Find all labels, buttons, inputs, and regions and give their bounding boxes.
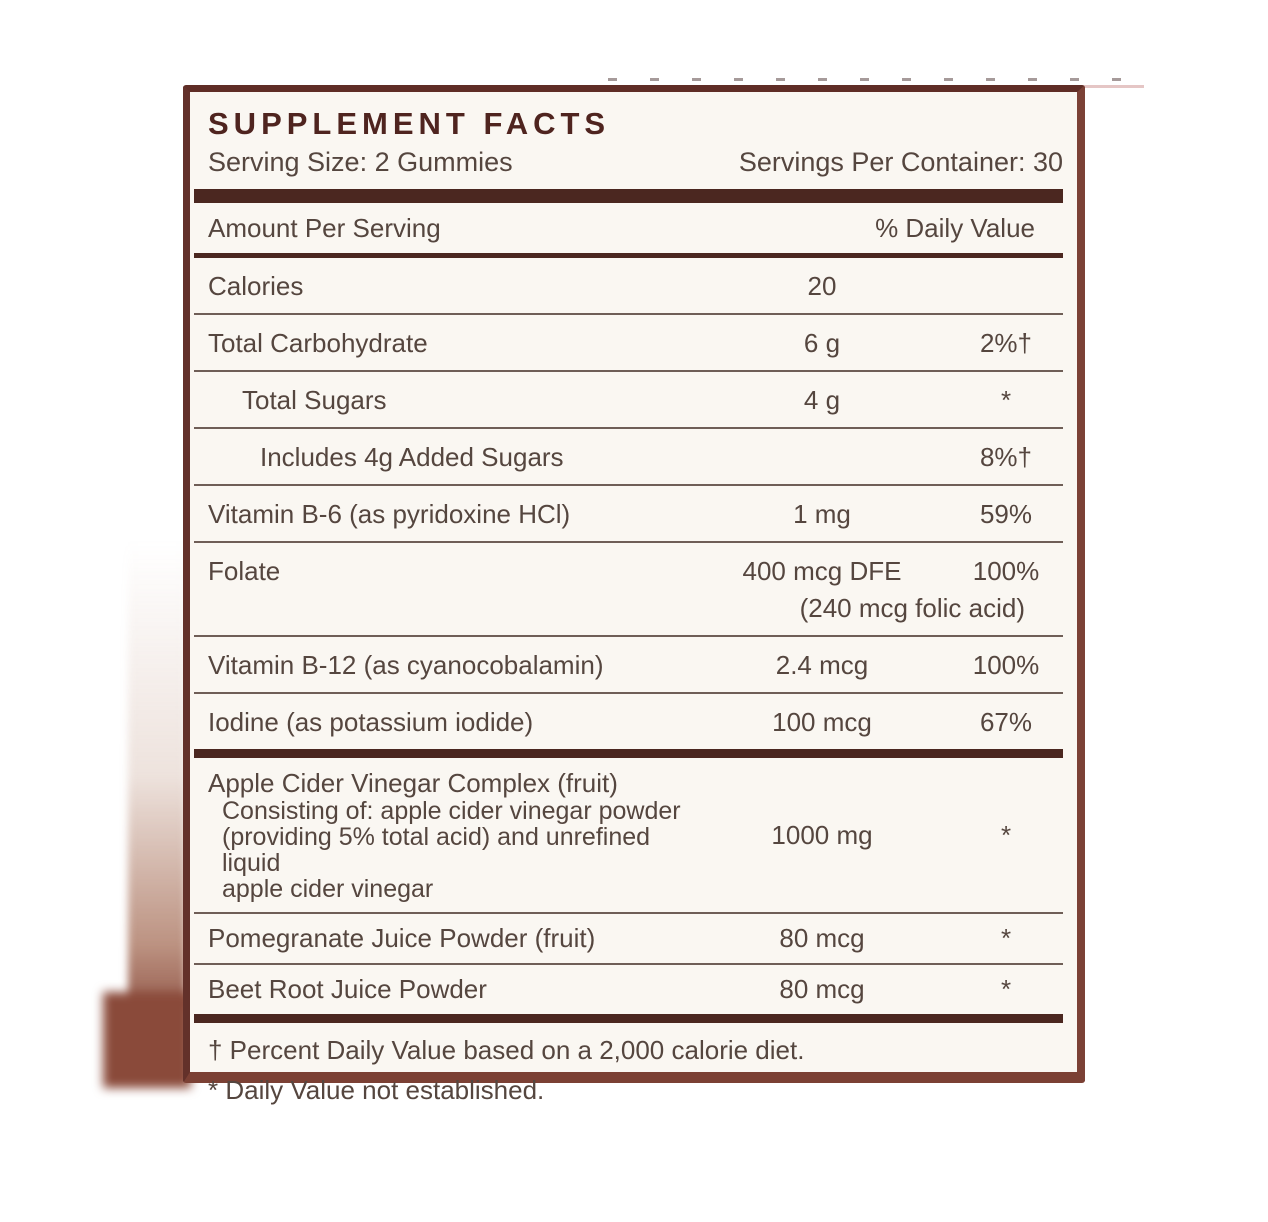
photo-left-shading	[128, 540, 186, 1010]
nutrient-name: Includes 4g Added Sugars	[260, 442, 564, 472]
nutrient-dv: 8%†	[979, 442, 1033, 472]
nutrient-name: Total Sugars	[242, 385, 387, 415]
nutrient-name: Iodine (as potassium iodide)	[208, 707, 534, 737]
nutrient-row-vitamin-b6	[190, 486, 1077, 541]
nutrient-name: Beet Root Juice Powder	[208, 973, 487, 1004]
nutrient-amount: 80 mcg	[779, 973, 865, 1004]
nutrient-amount: 6 g	[803, 328, 841, 358]
nutrient-row-added-sugars	[190, 429, 1077, 484]
footnote-not-established: * Daily Value not established.	[208, 1074, 545, 1105]
serving-size: Serving Size: 2 Gummies	[208, 147, 513, 177]
nutrient-amount: 80 mcg	[779, 922, 865, 953]
panel-title: SUPPLEMENT FACTS	[208, 106, 611, 141]
supplement-facts-panel	[183, 85, 1085, 1105]
section-divider-bar	[194, 1014, 1063, 1023]
nutrient-name-block	[208, 769, 697, 903]
nutrient-amount-block	[697, 556, 1065, 624]
nutrient-name: Calories	[208, 271, 304, 301]
nutrient-dv: 100%	[972, 650, 1040, 680]
nutrient-name: Vitamin B-12 (as cyanocobalamin)	[208, 650, 604, 680]
column-header-daily-value: % Daily Value	[875, 213, 1035, 243]
nutrient-amount-secondary: (240 mcg folic acid)	[799, 593, 1025, 623]
nutrient-dv: *	[1000, 820, 1012, 851]
nutrient-amount: 4 g	[803, 385, 841, 415]
photo-artifact-dashes	[608, 78, 1138, 81]
section-divider-bar	[194, 749, 1063, 758]
nutrient-amount: 2.4 mcg	[775, 650, 869, 680]
nutrient-amount: 1000 mg	[771, 820, 873, 851]
nutrient-amount: 1 mg	[793, 499, 851, 529]
nutrient-name: Total Carbohydrate	[208, 328, 428, 358]
nutrient-dv: *	[1000, 922, 1012, 953]
nutrient-dv: 67%	[979, 707, 1033, 737]
nutrient-row-vitamin-b12	[190, 637, 1077, 692]
nutrient-row-folate	[190, 543, 1077, 635]
nutrient-row-pomegranate	[190, 914, 1077, 963]
nutrient-dv: *	[1000, 973, 1012, 1004]
nutrient-row-acv-complex	[190, 758, 1077, 912]
footnote-daily-value: † Percent Daily Value based on a 2,000 calorie diet.	[208, 1034, 805, 1065]
nutrient-amount: 100 mcg	[772, 707, 872, 737]
nutrient-description-line: Consisting of: apple cider vinegar powder	[222, 796, 681, 825]
serving-info-row	[190, 142, 1077, 178]
nutrient-name: Apple Cider Vinegar Complex (fruit)	[208, 768, 618, 798]
nutrient-name: Vitamin B-6 (as pyridoxine HCl)	[208, 499, 571, 529]
nutrient-row-iodine	[190, 694, 1077, 749]
nutrient-dv: 100%	[972, 556, 1040, 586]
column-headers-row	[190, 203, 1077, 253]
header-divider-bar	[194, 189, 1063, 203]
nutrient-description-line: (providing 5% total acid) and unrefined liquid	[222, 822, 651, 878]
nutrient-row-total-carbohydrate	[190, 315, 1077, 370]
nutrient-name: Pomegranate Juice Powder (fruit)	[208, 922, 596, 953]
nutrient-row-total-sugars	[190, 372, 1077, 427]
column-header-amount: Amount Per Serving	[208, 213, 441, 243]
photo-bottom-left-brown	[103, 992, 191, 1088]
nutrient-dv: 2%†	[979, 328, 1033, 358]
nutrient-amount: 20	[807, 271, 837, 301]
servings-per-container: Servings Per Container: 30	[738, 147, 1063, 177]
nutrient-name: Folate	[208, 556, 281, 586]
nutrient-dv: 59%	[979, 499, 1033, 529]
nutrient-row-beet-root	[190, 965, 1077, 1014]
footnotes	[190, 1023, 1077, 1106]
nutrient-amount: 400 mcg DFE	[742, 556, 902, 586]
nutrient-dv: *	[1000, 385, 1012, 415]
nutrient-row-calories	[190, 258, 1077, 313]
nutrient-description-line: apple cider vinegar	[222, 875, 434, 904]
